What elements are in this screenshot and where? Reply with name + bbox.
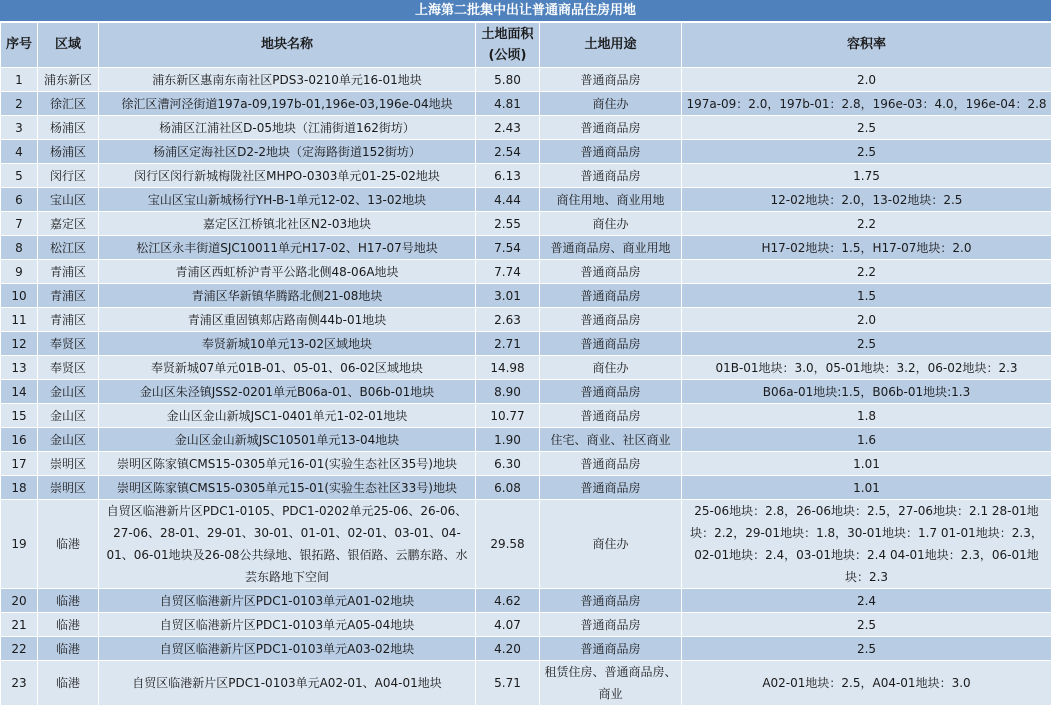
table-row: [1, 308, 1051, 332]
cell-far: 2.2: [682, 212, 1051, 236]
cell-no: 12: [1, 332, 38, 356]
table-row: [1, 116, 1051, 140]
cell-far: 197a-09：2.0，197b-01：2.8，196e-03：4.0，196e-04：2.8: [682, 92, 1051, 116]
cell-district: 奉贤区: [38, 332, 99, 356]
cell-area: 2.63: [476, 308, 540, 332]
cell-area: 5.80: [476, 68, 540, 92]
cell-area: 14.98: [476, 356, 540, 380]
cell-district: 嘉定区: [38, 212, 99, 236]
cell-area: 4.81: [476, 92, 540, 116]
table-row: [1, 284, 1051, 308]
cell-no: 10: [1, 284, 38, 308]
cell-name: 金山区金山新城JSC1-0401单元1-02-01地块: [99, 404, 476, 428]
table-row: [1, 476, 1051, 500]
cell-no: 7: [1, 212, 38, 236]
cell-area: 2.71: [476, 332, 540, 356]
header-name: 地块名称: [99, 23, 476, 68]
cell-name: 奉贤新城10单元13-02区域地块: [99, 332, 476, 356]
cell-name: 松江区永丰街道SJC10011单元H17-02、H17-07号地块: [99, 236, 476, 260]
cell-no: 16: [1, 428, 38, 452]
cell-area: 4.20: [476, 637, 540, 661]
table-row: [1, 188, 1051, 212]
cell-use: 普通商品房: [540, 589, 682, 613]
cell-no: 19: [1, 500, 38, 589]
table-row: [1, 212, 1051, 236]
cell-far: 25-06地块：2.8，26-06地块：2.5，27-06地块：2.1 28-01地块：2.2，29-01地块：1.8，30-01地块：1.7 01-01地块：2.3，02-01地块：2.4，03-01地块：2.4 04-01地块：2.3，06-01地块：2.3: [682, 500, 1051, 589]
cell-name: 宝山区宝山新城杨行YH-B-1单元12-02、13-02地块: [99, 188, 476, 212]
header-row: [1, 23, 1051, 68]
cell-far: 1.75: [682, 164, 1051, 188]
cell-district: 崇明区: [38, 452, 99, 476]
cell-no: 14: [1, 380, 38, 404]
cell-use: 商住用地、商业用地: [540, 188, 682, 212]
cell-area: 4.44: [476, 188, 540, 212]
cell-district: 宝山区: [38, 188, 99, 212]
table-row: [1, 613, 1051, 637]
cell-district: 临港: [38, 661, 99, 706]
cell-name: 青浦区西虹桥沪青平公路北侧48-06A地块: [99, 260, 476, 284]
cell-use: 普通商品房: [540, 332, 682, 356]
cell-use: 普通商品房、商业用地: [540, 236, 682, 260]
cell-district: 松江区: [38, 236, 99, 260]
cell-area: 6.08: [476, 476, 540, 500]
table-row: [1, 356, 1051, 380]
table-row: [1, 380, 1051, 404]
cell-use: 商住办: [540, 212, 682, 236]
cell-district: 临港: [38, 589, 99, 613]
cell-name: 杨浦区江浦社区D-05地块（江浦街道162街坊）: [99, 116, 476, 140]
cell-area: 6.13: [476, 164, 540, 188]
cell-name: 青浦区华新镇华腾路北侧21-08地块: [99, 284, 476, 308]
cell-use: 普通商品房: [540, 308, 682, 332]
cell-far: 2.0: [682, 68, 1051, 92]
cell-use: 普通商品房: [540, 637, 682, 661]
cell-far: 1.5: [682, 284, 1051, 308]
cell-use: 普通商品房: [540, 68, 682, 92]
table-row: [1, 428, 1051, 452]
cell-use: 普通商品房: [540, 260, 682, 284]
cell-no: 5: [1, 164, 38, 188]
cell-district: 青浦区: [38, 284, 99, 308]
cell-name: 青浦区重固镇郏店路南侧44b-01地块: [99, 308, 476, 332]
cell-use: 普通商品房: [540, 116, 682, 140]
table-row: [1, 452, 1051, 476]
cell-name: 奉贤新城07单元01B-01、05-01、06-02区域地块: [99, 356, 476, 380]
cell-far: 2.5: [682, 332, 1051, 356]
cell-name: 金山区朱泾镇JSS2-0201单元B06a-01、B06b-01地块: [99, 380, 476, 404]
cell-name: 浦东新区惠南东南社区PDS3-0210单元16-01地块: [99, 68, 476, 92]
cell-district: 临港: [38, 613, 99, 637]
header-use: 土地用途: [540, 23, 682, 68]
cell-area: 10.77: [476, 404, 540, 428]
cell-use: 普通商品房: [540, 380, 682, 404]
cell-no: 2: [1, 92, 38, 116]
cell-area: 7.74: [476, 260, 540, 284]
table-row: [1, 661, 1051, 706]
header-area-line1: 土地面积: [481, 27, 534, 42]
cell-district: 青浦区: [38, 308, 99, 332]
cell-name: 崇明区陈家镇CMS15-0305单元16-01(实验生态社区35号)地块: [99, 452, 476, 476]
table-row: [1, 260, 1051, 284]
cell-far: 1.01: [682, 476, 1051, 500]
cell-no: 23: [1, 661, 38, 706]
cell-use: 住宅、商业、社区商业: [540, 428, 682, 452]
cell-far: 2.5: [682, 140, 1051, 164]
cell-district: 青浦区: [38, 260, 99, 284]
cell-use: 商住办: [540, 92, 682, 116]
table-row: [1, 332, 1051, 356]
table-row: [1, 164, 1051, 188]
cell-district: 金山区: [38, 380, 99, 404]
table-row: [1, 589, 1051, 613]
cell-far: 2.4: [682, 589, 1051, 613]
table-row: [1, 68, 1051, 92]
cell-no: 8: [1, 236, 38, 260]
cell-no: 18: [1, 476, 38, 500]
cell-far: 1.01: [682, 452, 1051, 476]
cell-name: 崇明区陈家镇CMS15-0305单元15-01(实验生态社区33号)地块: [99, 476, 476, 500]
cell-area: 3.01: [476, 284, 540, 308]
cell-name: 自贸区临港新片区PDC1-0103单元A01-02地块: [99, 589, 476, 613]
cell-area: 1.90: [476, 428, 540, 452]
land-parcel-table: [0, 22, 1051, 706]
cell-use: 普通商品房: [540, 613, 682, 637]
cell-no: 21: [1, 613, 38, 637]
cell-far: 2.5: [682, 637, 1051, 661]
cell-district: 浦东新区: [38, 68, 99, 92]
cell-use: 普通商品房: [540, 284, 682, 308]
cell-district: 临港: [38, 637, 99, 661]
table-row: [1, 92, 1051, 116]
cell-no: 4: [1, 140, 38, 164]
cell-name: 自贸区临港新片区PDC1-0103单元A02-01、A04-01地块: [99, 661, 476, 706]
cell-name: 自贸区临港新片区PDC1-0105、PDC1-0202单元25-06、26-06、27-06、28-01、29-01、30-01、01-01、02-01、03-01、04-01、06-01地块及26-08公共绿地、银拓路、银佰路、云鹏东路、水芸东路地下空间: [99, 500, 476, 589]
cell-district: 金山区: [38, 404, 99, 428]
cell-far: B06a-01地块:1.5，B06b-01地块:1.3: [682, 380, 1051, 404]
cell-district: 临港: [38, 500, 99, 589]
cell-far: H17-02地块：1.5，H17-07地块：2.0: [682, 236, 1051, 260]
cell-no: 13: [1, 356, 38, 380]
cell-district: 徐汇区: [38, 92, 99, 116]
cell-no: 3: [1, 116, 38, 140]
table-row: [1, 404, 1051, 428]
cell-no: 15: [1, 404, 38, 428]
header-no: 序号: [1, 23, 38, 68]
cell-area: 2.55: [476, 212, 540, 236]
cell-use: 商住办: [540, 500, 682, 589]
table-title: 上海第二批集中出让普通商品住房用地: [0, 0, 1051, 22]
table-row: [1, 637, 1051, 661]
cell-area: 29.58: [476, 500, 540, 589]
cell-far: 2.2: [682, 260, 1051, 284]
cell-no: 17: [1, 452, 38, 476]
cell-no: 1: [1, 68, 38, 92]
cell-district: 崇明区: [38, 476, 99, 500]
cell-use: 商住办: [540, 356, 682, 380]
cell-name: 自贸区临港新片区PDC1-0103单元A05-04地块: [99, 613, 476, 637]
cell-far: 2.5: [682, 613, 1051, 637]
cell-name: 自贸区临港新片区PDC1-0103单元A03-02地块: [99, 637, 476, 661]
cell-use: 普通商品房: [540, 404, 682, 428]
cell-name: 杨浦区定海社区D2-2地块（定海路街道152街坊）: [99, 140, 476, 164]
header-district: 区域: [38, 23, 99, 68]
cell-district: 金山区: [38, 428, 99, 452]
cell-area: 5.71: [476, 661, 540, 706]
cell-area: 4.62: [476, 589, 540, 613]
cell-area: 2.43: [476, 116, 540, 140]
cell-area: 8.90: [476, 380, 540, 404]
table-row: [1, 236, 1051, 260]
cell-far: A02-01地块：2.5，A04-01地块：3.0: [682, 661, 1051, 706]
cell-name: 闵行区闵行新城梅陇社区MHPO-0303单元01-25-02地块: [99, 164, 476, 188]
cell-use: 普通商品房: [540, 476, 682, 500]
cell-use: 租赁住房、普通商品房、商业: [540, 661, 682, 706]
cell-no: 6: [1, 188, 38, 212]
cell-area: 6.30: [476, 452, 540, 476]
cell-area: 7.54: [476, 236, 540, 260]
cell-area: 2.54: [476, 140, 540, 164]
cell-far: 1.8: [682, 404, 1051, 428]
header-area-line2: (公顷): [488, 48, 527, 63]
cell-district: 闵行区: [38, 164, 99, 188]
cell-far: 2.5: [682, 116, 1051, 140]
cell-no: 20: [1, 589, 38, 613]
cell-no: 11: [1, 308, 38, 332]
cell-use: 普通商品房: [540, 452, 682, 476]
cell-area: 4.07: [476, 613, 540, 637]
cell-name: 金山区金山新城JSC10501单元13-04地块: [99, 428, 476, 452]
table-row: [1, 140, 1051, 164]
table-row: [1, 500, 1051, 589]
cell-far: 12-02地块：2.0，13-02地块：2.5: [682, 188, 1051, 212]
cell-district: 杨浦区: [38, 116, 99, 140]
cell-far: 2.0: [682, 308, 1051, 332]
cell-use: 普通商品房: [540, 140, 682, 164]
cell-name: 嘉定区江桥镇北社区N2-03地块: [99, 212, 476, 236]
cell-far: 01B-01地块：3.0，05-01地块：3.2，06-02地块：2.3: [682, 356, 1051, 380]
cell-use: 普通商品房: [540, 164, 682, 188]
cell-district: 杨浦区: [38, 140, 99, 164]
cell-name: 徐汇区漕河泾街道197a-09,197b-01,196e-03,196e-04地块: [99, 92, 476, 116]
cell-no: 9: [1, 260, 38, 284]
header-far: 容积率: [682, 23, 1051, 68]
cell-no: 22: [1, 637, 38, 661]
cell-district: 奉贤区: [38, 356, 99, 380]
cell-far: 1.6: [682, 428, 1051, 452]
header-area: [476, 23, 540, 68]
